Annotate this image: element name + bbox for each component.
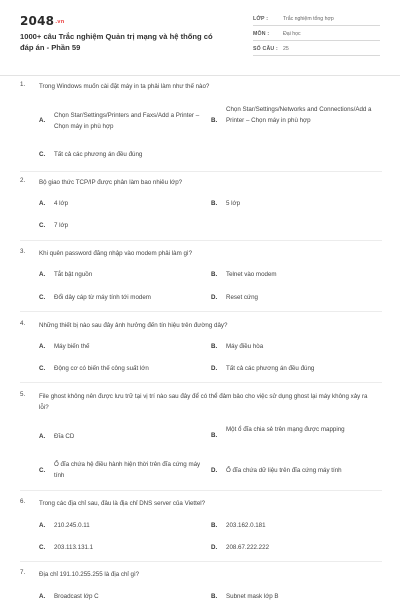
option-b[interactable]	[211, 520, 382, 531]
option-a[interactable]	[39, 520, 209, 531]
count-label: SỐ CÂU :	[253, 46, 278, 52]
option-letter: A.	[39, 343, 46, 350]
option-text: Máy biến thế	[54, 343, 90, 350]
logo-suffix: .vn	[55, 19, 65, 25]
option-b[interactable]	[211, 341, 382, 352]
option-text: Chọn Star/Settings/Networks and Connections/Add a Printer – Chọn máy in phù hợp	[226, 106, 372, 124]
option-text: 210.245.0.11	[54, 522, 90, 529]
question-number: 1.	[20, 81, 26, 88]
option-a[interactable]	[39, 269, 209, 280]
option-d[interactable]	[211, 465, 382, 476]
option-letter: C.	[39, 294, 46, 301]
option-letter: B.	[211, 271, 218, 278]
option-text: Đổi dây cáp từ máy tính tới modem	[54, 294, 151, 301]
option-c[interactable]	[39, 542, 209, 553]
option-letter: B.	[211, 117, 218, 124]
option-letter: A.	[39, 117, 46, 124]
option-a[interactable]	[39, 198, 209, 209]
option-text: Động cơ có biến thế công suất lớn	[54, 365, 149, 372]
worksheet-header	[0, 0, 400, 64]
site-logo[interactable]	[20, 14, 65, 28]
option-text: Chọn Star/Settings/Printers and Faxs/Add a Printer – Chọn máy in phù hợp	[54, 112, 200, 130]
option-d[interactable]	[211, 542, 382, 553]
option-d[interactable]	[211, 292, 382, 303]
question-number: 5.	[20, 391, 26, 398]
question-3	[20, 248, 382, 314]
question-text: Bộ giao thức TCP/IP được phân làm bao nhiêu lớp?	[39, 179, 183, 186]
option-text: 203.113.131.1	[54, 544, 94, 551]
question-divider	[20, 382, 382, 383]
count-underline	[253, 55, 380, 56]
option-text: 203.162.0.181	[226, 522, 266, 529]
option-text: Máy điều hòa	[226, 343, 264, 350]
option-letter: B.	[211, 522, 218, 529]
question-1	[20, 81, 382, 177]
subject-value: Đại học	[283, 31, 301, 37]
question-divider	[20, 171, 382, 172]
question-divider	[20, 311, 382, 312]
option-text: 208.67.222.222	[226, 544, 270, 551]
class-underline	[253, 25, 380, 26]
question-5	[20, 391, 382, 493]
option-letter: C.	[39, 544, 46, 551]
option-letter: A.	[39, 200, 46, 207]
logo-text: 2048	[20, 14, 55, 28]
option-letter: C.	[39, 365, 46, 372]
question-6	[20, 498, 382, 564]
option-text: Telnet vào modem	[226, 271, 277, 278]
option-letter: A.	[39, 433, 46, 440]
question-divider	[20, 490, 382, 491]
option-c[interactable]	[39, 220, 209, 231]
class-value: Trắc nghiệm tổng hợp	[283, 16, 334, 22]
option-text: Một ổ đĩa chia sẻ trên mạng được mapping	[226, 426, 345, 433]
option-letter: A.	[39, 271, 46, 278]
question-2	[20, 177, 382, 245]
option-letter: B.	[211, 593, 218, 600]
option-a[interactable]	[39, 425, 209, 447]
option-text: Tất cả các phương án đều đúng	[54, 151, 143, 158]
class-label: LỚP :	[253, 16, 269, 22]
option-a[interactable]	[39, 591, 209, 600]
option-b[interactable]	[211, 269, 382, 280]
option-letter: A.	[39, 522, 46, 529]
question-text: Trong các địa chỉ sau, đâu là địa chỉ DNS server của Viettel?	[39, 500, 206, 507]
question-number: 3.	[20, 248, 26, 255]
question-divider	[20, 240, 382, 241]
option-letter: D.	[211, 294, 218, 301]
question-number: 4.	[20, 320, 26, 327]
option-d[interactable]	[211, 363, 382, 374]
question-text: File ghost không nên được lưu trữ tại vị trí nào sau đây để có thể đảm bảo cho việc sử dụng ghost lại máy không xảy ra lỗi?	[39, 393, 368, 411]
option-text: 5 lớp	[226, 200, 241, 207]
option-text: 4 lớp	[54, 200, 69, 207]
option-text: Ổ đĩa chứa hệ điều hành hiện thời trên đĩa cứng máy tính	[54, 461, 201, 479]
option-letter: C.	[39, 151, 46, 158]
option-text: Reset cứng	[226, 294, 259, 301]
option-b[interactable]	[211, 198, 382, 209]
option-text: Tắt bật nguồn	[54, 271, 93, 278]
count-value: 25	[283, 46, 289, 52]
option-b[interactable]	[211, 104, 382, 137]
question-number: 6.	[20, 498, 26, 505]
option-text: Subnet mask lớp B	[226, 593, 279, 600]
question-text: Trong Windows muốn cài đặt máy in ta phải làm như thế nào?	[39, 83, 210, 90]
option-c[interactable]	[39, 149, 209, 160]
option-a[interactable]	[39, 110, 209, 132]
option-c[interactable]	[39, 363, 209, 374]
option-b[interactable]	[211, 591, 382, 600]
option-letter: C.	[39, 222, 46, 229]
option-text: Tất cả các phương án đều đúng	[226, 365, 315, 372]
page-title: 1000+ câu Trắc nghiệm Quản trị mạng và hệ thống có đáp án - Phần 59	[20, 32, 213, 52]
subject-label: MÔN :	[253, 31, 270, 37]
option-letter: D.	[211, 365, 218, 372]
option-letter: D.	[211, 544, 218, 551]
option-letter: B.	[211, 432, 218, 439]
option-letter: B.	[211, 200, 218, 207]
option-letter: D.	[211, 467, 218, 474]
option-b[interactable]	[211, 424, 382, 446]
option-text: Broadcast lớp C	[54, 593, 99, 600]
question-number: 7.	[20, 569, 26, 576]
option-c[interactable]	[39, 459, 209, 481]
option-letter: B.	[211, 343, 218, 350]
option-letter: C.	[39, 467, 46, 474]
option-a[interactable]	[39, 341, 209, 352]
option-text: Đĩa CD	[54, 433, 75, 440]
question-text: Khi quên password đăng nhập vào modem phải làm gì?	[39, 250, 193, 257]
question-4	[20, 320, 382, 386]
option-letter: A.	[39, 593, 46, 600]
question-number: 2.	[20, 177, 26, 184]
question-divider	[20, 561, 382, 562]
question-text: Địa chỉ 191.10.255.255 là địa chỉ gì?	[39, 571, 140, 578]
option-c[interactable]	[39, 292, 209, 303]
option-text: Ổ đĩa chứa dữ liệu trên đĩa cứng máy tính	[226, 467, 342, 474]
question-text: Những thiết bị nào sau đây ảnh hưởng đến tín hiệu trên đường dây?	[39, 322, 228, 329]
header-divider	[0, 75, 400, 76]
option-text: 7 lớp	[54, 222, 69, 229]
question-7	[20, 569, 382, 600]
subject-underline	[253, 40, 380, 41]
